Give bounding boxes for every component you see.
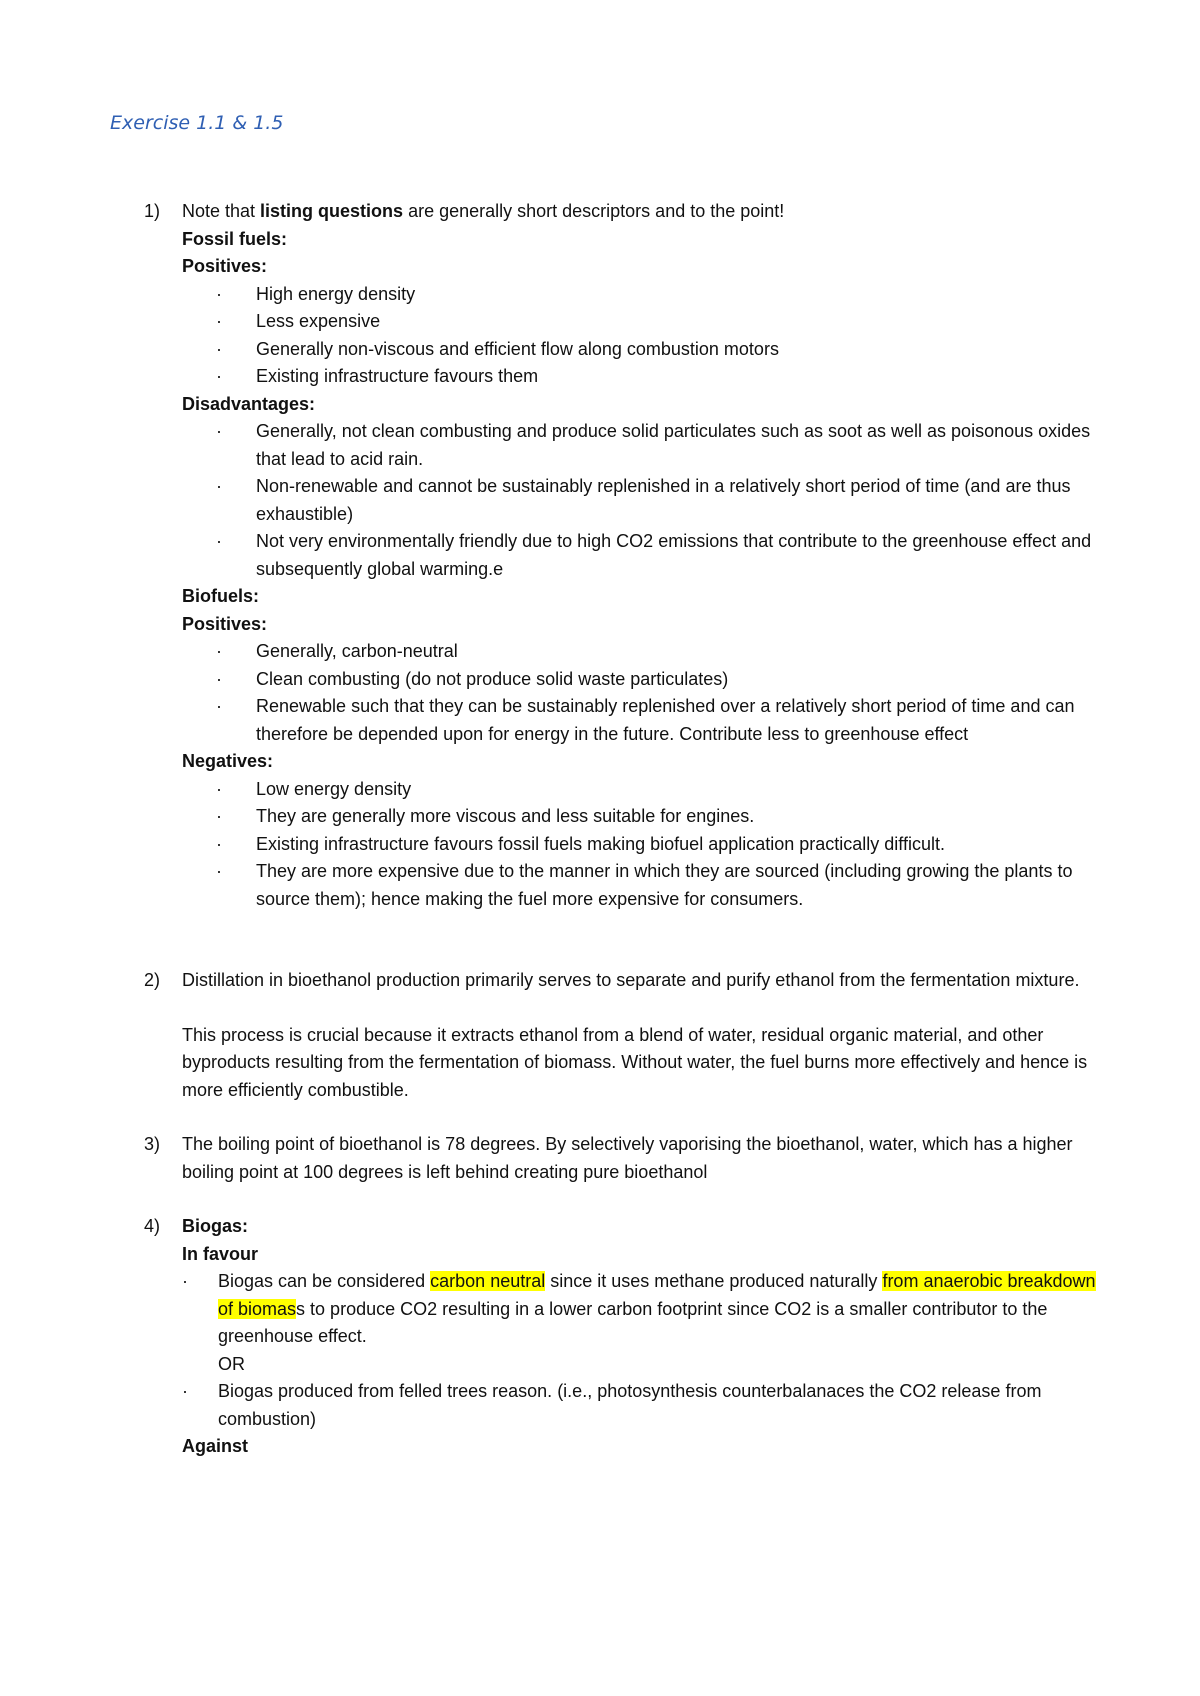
page-title: Exercise 1.1 & 1.5 bbox=[110, 112, 284, 134]
in-favour-list bbox=[182, 1268, 1104, 1433]
list-item: · They are generally more viscous and less suitable for engines. bbox=[182, 803, 1104, 831]
bullet-icon: · bbox=[216, 311, 222, 331]
biofuels-negatives-list bbox=[182, 776, 1104, 914]
bullet-icon: · bbox=[216, 531, 222, 551]
spacer bbox=[144, 1104, 1104, 1131]
biofuels-positives-list bbox=[182, 638, 1104, 748]
question-number: 1) bbox=[144, 201, 161, 221]
intro-bold-phrase: listing questions bbox=[260, 201, 404, 221]
spacer bbox=[144, 913, 1104, 967]
bullet-icon: · bbox=[182, 1381, 188, 1401]
list-item: · Low energy density bbox=[182, 776, 1104, 804]
bullet-icon: · bbox=[216, 668, 222, 689]
fossil-positives-list bbox=[182, 281, 1104, 391]
bullet-icon: · bbox=[216, 366, 222, 386]
list-item: · Generally, carbon-neutral bbox=[182, 638, 1104, 666]
question-3-paragraph: The boiling point of bioethanol is 78 degrees. By selectively vaporising the bioethanol, water, which has a higher boiling point at 100 degrees is left behind creating pure bioethanol bbox=[182, 1134, 1073, 1182]
list-item: · Less expensive bbox=[182, 308, 1104, 336]
list-item: · Existing infrastructure favours them bbox=[182, 363, 1104, 391]
list-item: · High energy density bbox=[182, 281, 1104, 309]
fossil-positives-heading: Positives: bbox=[182, 256, 268, 276]
question-number: 2) bbox=[144, 970, 161, 990]
fossil-fuels-heading: Fossil fuels: bbox=[182, 228, 288, 249]
bullet-icon: · bbox=[182, 1271, 188, 1291]
or-separator: OR bbox=[218, 1353, 245, 1374]
document-body bbox=[144, 198, 1104, 1461]
question-1-intro: Note that listing questions are generally short descriptors and to the point! bbox=[182, 201, 785, 221]
biogas-heading: Biogas: bbox=[182, 1216, 249, 1236]
list-item: · Existing infrastructure favours fossil fuels making biofuel application practically difficult. bbox=[182, 831, 1104, 859]
list-item: · Generally non-viscous and efficient flow along combustion motors bbox=[182, 336, 1104, 364]
list-item: · Non-renewable and cannot be sustainably replenished in a relatively short period of time (and are thus exhaustible) bbox=[182, 473, 1104, 528]
bullet-icon: · bbox=[216, 476, 222, 496]
in-favour-heading: In favour bbox=[182, 1243, 259, 1264]
bullet-icon: · bbox=[216, 806, 222, 826]
biofuels-negatives-heading: Negatives: bbox=[182, 751, 274, 771]
question-1 bbox=[144, 198, 1104, 913]
fossil-disadvantages-list bbox=[182, 418, 1104, 583]
bullet-icon: · bbox=[216, 421, 222, 441]
list-item: · Renewable such that they can be sustainably replenished over a relatively short period of time and can therefore be depended upon for energy in the future. Contribute less to greenhouse effect bbox=[182, 693, 1104, 748]
bullet-icon: · bbox=[216, 833, 222, 854]
against-heading: Against bbox=[182, 1436, 249, 1456]
bullet-icon: · bbox=[216, 641, 222, 661]
question-2-paragraph-1: Distillation in bioethanol production primarily serves to separate and purify ethanol from the fermentation mixture. bbox=[182, 970, 1080, 990]
bullet-icon: · bbox=[216, 861, 222, 881]
list-item: · Not very environmentally friendly due to high CO2 emissions that contribute to the greenhouse effect and subsequently global warming.e bbox=[182, 528, 1104, 583]
biofuels-positives-heading: Positives: bbox=[182, 613, 268, 634]
fossil-disadvantages-heading: Disadvantages: bbox=[182, 393, 316, 414]
list-item: · Biogas produced from felled trees reason. (i.e., photosynthesis counterbalanaces the CO2 release from combustion) bbox=[182, 1378, 1104, 1433]
list-item: · They are more expensive due to the manner in which they are sourced (including growing the plants to source them); hence making the fuel more expensive for consumers. bbox=[182, 858, 1104, 913]
question-2 bbox=[144, 967, 1104, 1104]
list-item: · Biogas can be considered carbon neutral since it uses methane produced naturally from anaerobic breakdown of biomass to produce CO2 resulting in a lower carbon footprint since CO2 is a smaller contributor to the greenhouse effect. OR bbox=[182, 1268, 1104, 1378]
bullet-icon: · bbox=[216, 338, 222, 359]
question-4 bbox=[144, 1213, 1104, 1461]
bullet-icon: · bbox=[216, 283, 222, 304]
spacer bbox=[182, 995, 1104, 1022]
list-item: · Generally, not clean combusting and produce solid particulates such as soot as well as poisonous oxides that lead to acid rain. bbox=[182, 418, 1104, 473]
spacer bbox=[144, 1186, 1104, 1213]
question-3 bbox=[144, 1131, 1104, 1186]
question-2-paragraph-2: This process is crucial because it extracts ethanol from a blend of water, residual organic material, and other byproducts resulting from the fermentation of biomass. Without water, the fuel burns more effectively and hence is more efficiently combustible. bbox=[182, 1024, 1088, 1100]
list-item: · Clean combusting (do not produce solid waste particulates) bbox=[182, 666, 1104, 694]
biofuels-heading: Biofuels: bbox=[182, 586, 260, 606]
bullet-icon: · bbox=[216, 778, 222, 799]
highlighted-text: carbon neutral bbox=[430, 1271, 546, 1291]
question-number: 3) bbox=[144, 1134, 161, 1154]
highlighted-text: from anaerobic breakdown of biomas bbox=[218, 1271, 1096, 1319]
bullet-icon: · bbox=[216, 696, 222, 716]
question-number: 4) bbox=[144, 1216, 161, 1236]
